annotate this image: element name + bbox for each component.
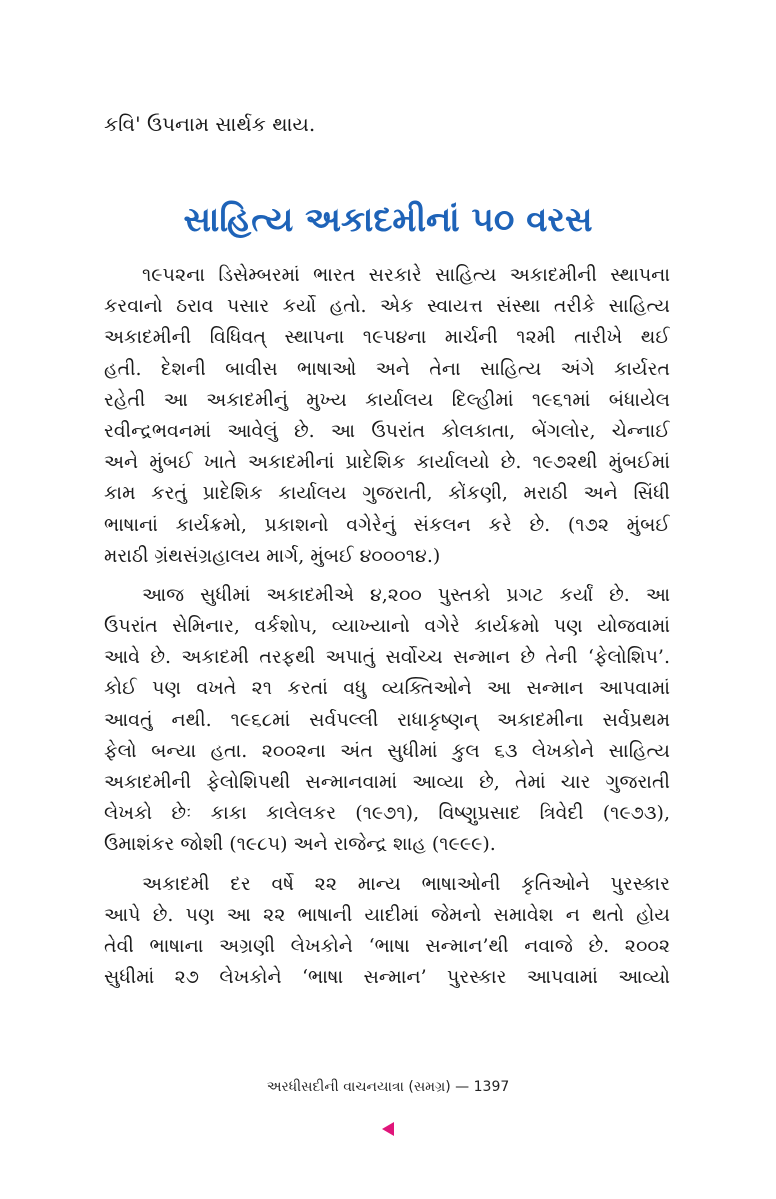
text-line: તેવી ભાષાના અગ્રણી લેખકોને ‘ભાષા સન્માન’થી નવાજે છે. ૨૦૦૨	[104, 934, 670, 957]
text-line: અકાદમીની ફેલોશિપથી સન્માનવામાં આવ્યા છે, તેમાં ચાર ગુજરાતી	[104, 771, 670, 793]
text-line: અને મુંબઈ ખાતે અકાદમીનાં પ્રાદેશિક કાર્યાલયો છે. ૧૯૭૨થી મુંબઈમાં	[104, 451, 670, 474]
text-line: ઉપરાંત સેમિનાર, વર્કશોપ, વ્યાખ્યાનો વગેરે કાર્યક્રમો પણ યોજવામાં	[104, 615, 670, 638]
article-body	[104, 260, 670, 1001]
text-line: ઉમાશંકર જોશી (૧૯૮૫) અને રાજેન્દ્ર શાહ (૧૯૯૯).	[104, 833, 496, 856]
text-line: મરાઠી ગ્રંથસંગ્રહાલય માર્ગ, મુંબઈ ૪૦૦૦૧૪.)	[104, 544, 441, 567]
text-line: અકાદમીની વિધિવત્ સ્થાપના ૧૯૫૪ના માર્ચની ૧૨મી તારીખે થઈ	[104, 326, 670, 349]
text-line: ફેલો બન્યા હતા. ૨૦૦૨ના અંત સુધીમાં કુલ ૬૩ લેખકોને સાહિત્ય	[104, 739, 670, 762]
paragraph	[104, 580, 670, 861]
text-line: આવતું નથી. ૧૯૬૮માં સર્વપલ્લી રાધાકૃષ્ણન્ અકાદમીના સર્વપ્રથમ	[104, 708, 670, 731]
text-line: કોઈ પણ વખતે ૨૧ કરતાં વધુ વ્યક્તિઓને આ સન્માન આપવામાં	[104, 677, 670, 700]
paragraph	[104, 260, 670, 572]
text-line: કરવાનો ઠરાવ પસાર કર્યો હતો. એક સ્વાયત્ત સંસ્થા તરીકે સાહિત્ય	[104, 295, 670, 318]
text-line: ભાષાનાં કાર્યક્રમો, પ્રકાશનો વગેરેનું સંકલન કરે છે. (૧૭૨ મુંબઈ	[104, 513, 670, 536]
text-line: આજ સુધીમાં અકાદમીએ ૪,૨૦૦ પુસ્તકો પ્રગટ કર્યાં છે. આ	[142, 583, 670, 606]
paragraph	[104, 869, 670, 994]
text-line: આવે છે. અકાદમી તરફથી અપાતું સર્વોચ્ચ સન્માન છે તેની ‘ફેલોશિપ’.	[104, 646, 670, 669]
page-footer: અરધીસદીની વાચનયાત્રા (સમગ્ર) — 1397	[266, 1079, 510, 1095]
text-line: અકાદમી દર વર્ષે ૨૨ માન્ય ભાષાઓની કૃતિઓને પુરસ્કાર	[142, 872, 670, 895]
text-line: સુધીમાં ૨૭ લેખકોને ‘ભાષા સન્માન’ પુરસ્કાર આપવામાં આવ્યો	[104, 966, 670, 989]
text-line: રવીન્દ્રભવનમાં આવેલું છે. આ ઉપરાંત કોલકાતા, બેંગલોર, ચેન્નાઈ	[104, 419, 670, 442]
text-line: કામ કરતું પ્રાદેશિક કાર્યાલય ગુજરાતી, કોંકણી, મરાઠી અને સિંધી	[104, 482, 670, 505]
intro-line: કવિ' ઉપનામ સાર્થક થાય.	[104, 112, 316, 136]
text-line: લેખકો છેઃ કાકા કાલેલકર (૧૯૭૧), વિષ્ણુપ્રસાદ ત્રિવેદી (૧૯૭૩),	[104, 802, 670, 825]
page-title: સાહિત્ય અકાદમીનાં ૫૦ વરસ	[183, 200, 593, 240]
text-line: ૧૯૫૨ના ડિસેમ્બરમાં ભારત સરકારે સાહિત્ય અકાદમીની સ્થાપના	[142, 264, 670, 286]
previous-page-arrow-icon[interactable]	[381, 1121, 395, 1137]
text-line: રહેતી આ અકાદમીનું મુખ્ય કાર્યાલય દિલ્હીમાં ૧૯૬૧માં બંધાયેલ	[104, 388, 670, 411]
text-line: આપે છે. પણ આ ૨૨ ભાષાની યાદીમાં જેમનો સમાવેશ ન થતો હોય	[104, 903, 670, 926]
text-line: હતી. દેશની બાવીસ ભાષાઓ અને તેના સાહિત્ય અંગે કાર્યરત	[104, 357, 670, 380]
